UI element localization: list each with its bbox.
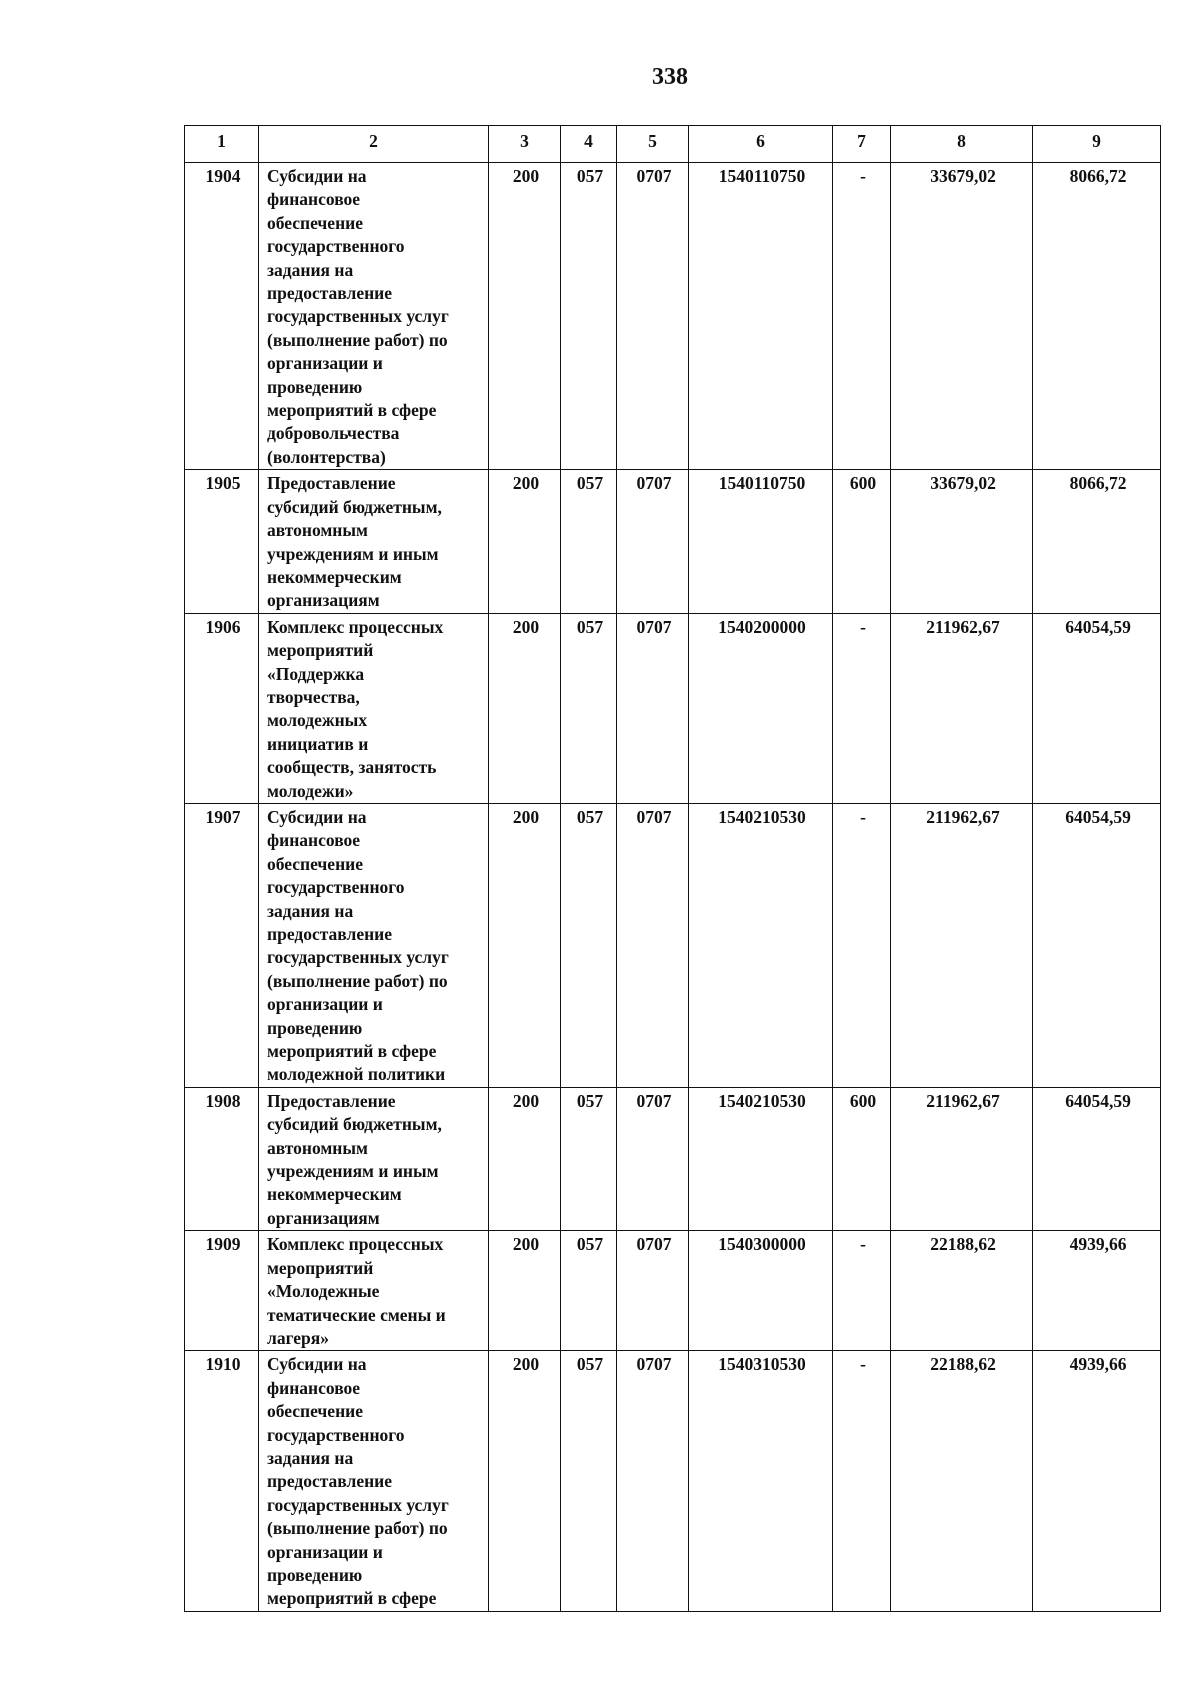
- row-name-line: государственного: [267, 1424, 405, 1445]
- row-number-cell: 1910: [185, 1351, 259, 1611]
- row-name-line: некоммерческим: [267, 1184, 402, 1205]
- col5-cell: 0707: [617, 803, 689, 1087]
- header-row: [185, 126, 1161, 163]
- row-name-line: инициатив и: [267, 733, 369, 754]
- row-name-line: (выполнение работ) по: [267, 970, 448, 991]
- row-name-line: Субсидии на: [267, 806, 367, 827]
- row-name-cell: [259, 1351, 489, 1611]
- col9-cell: 64054,59: [1033, 1087, 1161, 1230]
- row-name-line: тематические смены и: [267, 1304, 446, 1325]
- row-name-cell: [259, 470, 489, 613]
- row-name-line: финансовое: [267, 189, 361, 210]
- col7-cell: 600: [833, 1087, 891, 1230]
- row-name-line: мероприятий: [267, 640, 374, 661]
- table-header: [185, 126, 1161, 163]
- col3-cell: 200: [489, 803, 561, 1087]
- row-name-line: финансовое: [267, 1377, 361, 1398]
- row-name-line: проведению: [267, 376, 363, 397]
- col5-cell: 0707: [617, 1351, 689, 1611]
- row-name-line: сообществ, занятость: [267, 757, 437, 778]
- col6-cell: 1540310530: [689, 1351, 833, 1611]
- row-number-cell: 1904: [185, 163, 259, 470]
- row-name-line: государственных услуг: [267, 947, 449, 968]
- table-body: [185, 163, 1161, 1612]
- col4-cell: 057: [561, 1231, 617, 1351]
- row-name-line: «Молодежные: [267, 1281, 380, 1302]
- row-name-line: учреждениям и иным: [267, 543, 439, 564]
- col8-cell: 22188,62: [891, 1231, 1033, 1351]
- row-name-line: задания на: [267, 1447, 354, 1468]
- col8-cell: 211962,67: [891, 1087, 1033, 1230]
- row-name-line: субсидий бюджетным,: [267, 496, 442, 517]
- col4-cell: 057: [561, 803, 617, 1087]
- row-name-line: организации и: [267, 1541, 383, 1562]
- col6-cell: 1540110750: [689, 470, 833, 613]
- col8-cell: 211962,67: [891, 613, 1033, 803]
- row-name-line: молодежных: [267, 710, 368, 731]
- row-name-line: мероприятий: [267, 1257, 374, 1278]
- row-name-line: государственного: [267, 877, 405, 898]
- row-name-line: (выполнение работ) по: [267, 329, 448, 350]
- row-name-cell: [259, 1231, 489, 1351]
- col6-cell: 1540210530: [689, 803, 833, 1087]
- row-name-line: лагеря»: [267, 1327, 330, 1348]
- row-number-cell: 1905: [185, 470, 259, 613]
- col8-cell: 33679,02: [891, 470, 1033, 613]
- row-name-cell: [259, 1087, 489, 1230]
- col4-cell: 057: [561, 470, 617, 613]
- row-name-line: автономным: [267, 520, 368, 541]
- col6-cell: 1540210530: [689, 1087, 833, 1230]
- row-name-line: задания на: [267, 259, 354, 280]
- row-name-line: некоммерческим: [267, 566, 402, 587]
- header-cell-5: 5: [617, 126, 689, 163]
- row-name-line: предоставление: [267, 283, 393, 304]
- col9-cell: 64054,59: [1033, 613, 1161, 803]
- col7-cell: -: [833, 613, 891, 803]
- table-row: [185, 1231, 1161, 1351]
- header-cell-8: 8: [891, 126, 1033, 163]
- col4-cell: 057: [561, 613, 617, 803]
- col9-cell: 4939,66: [1033, 1231, 1161, 1351]
- col3-cell: 200: [489, 470, 561, 613]
- budget-table: [184, 125, 1161, 1612]
- row-name-line: «Поддержка: [267, 663, 365, 684]
- col7-cell: 600: [833, 470, 891, 613]
- col4-cell: 057: [561, 1351, 617, 1611]
- table-row: [185, 803, 1161, 1087]
- row-name-line: обеспечение: [267, 212, 364, 233]
- row-name-line: (выполнение работ) по: [267, 1518, 448, 1539]
- row-name-line: проведению: [267, 1017, 363, 1038]
- row-name-line: обеспечение: [267, 1401, 364, 1422]
- col4-cell: 057: [561, 163, 617, 470]
- table-row: [185, 1087, 1161, 1230]
- col5-cell: 0707: [617, 1087, 689, 1230]
- table-row: [185, 163, 1161, 470]
- header-cell-3: 3: [489, 126, 561, 163]
- col9-cell: 8066,72: [1033, 163, 1161, 470]
- header-cell-4: 4: [561, 126, 617, 163]
- row-name-line: Комплекс процессных: [267, 1234, 444, 1255]
- col9-cell: 64054,59: [1033, 803, 1161, 1087]
- row-name-line: Предоставление: [267, 1090, 396, 1111]
- col5-cell: 0707: [617, 1231, 689, 1351]
- row-name-line: творчества,: [267, 686, 360, 707]
- col7-cell: -: [833, 1231, 891, 1351]
- col6-cell: 1540200000: [689, 613, 833, 803]
- col6-cell: 1540110750: [689, 163, 833, 470]
- row-name-line: организациям: [267, 590, 380, 611]
- row-name-line: мероприятий в сфере: [267, 1588, 437, 1609]
- col5-cell: 0707: [617, 613, 689, 803]
- col8-cell: 211962,67: [891, 803, 1033, 1087]
- row-name-line: учреждениям и иным: [267, 1161, 439, 1182]
- header-cell-7: 7: [833, 126, 891, 163]
- row-name-line: организации и: [267, 353, 383, 374]
- col3-cell: 200: [489, 1087, 561, 1230]
- row-name-line: финансовое: [267, 830, 361, 851]
- header-cell-1: 1: [185, 126, 259, 163]
- row-name-line: молодежной политики: [267, 1064, 446, 1085]
- row-name-cell: [259, 163, 489, 470]
- col3-cell: 200: [489, 613, 561, 803]
- col3-cell: 200: [489, 163, 561, 470]
- row-name-cell: [259, 613, 489, 803]
- col8-cell: 22188,62: [891, 1351, 1033, 1611]
- col3-cell: 200: [489, 1231, 561, 1351]
- col6-cell: 1540300000: [689, 1231, 833, 1351]
- row-name-cell: [259, 803, 489, 1087]
- row-name-line: Субсидии на: [267, 1354, 367, 1375]
- col3-cell: 200: [489, 1351, 561, 1611]
- row-name-line: автономным: [267, 1137, 368, 1158]
- col9-cell: 4939,66: [1033, 1351, 1161, 1611]
- row-name-line: задания на: [267, 900, 354, 921]
- col7-cell: -: [833, 163, 891, 470]
- header-cell-6: 6: [689, 126, 833, 163]
- col8-cell: 33679,02: [891, 163, 1033, 470]
- page-number: 338: [652, 64, 688, 90]
- row-name-line: государственных услуг: [267, 306, 449, 327]
- col5-cell: 0707: [617, 163, 689, 470]
- col9-cell: 8066,72: [1033, 470, 1161, 613]
- row-name-line: государственных услуг: [267, 1494, 449, 1515]
- header-cell-9: 9: [1033, 126, 1161, 163]
- header-cell-2: 2: [259, 126, 489, 163]
- row-name-line: предоставление: [267, 924, 393, 944]
- row-name-line: (волонтерства): [267, 446, 386, 467]
- table-row: [185, 470, 1161, 613]
- table-row: [185, 613, 1161, 803]
- col5-cell: 0707: [617, 470, 689, 613]
- col4-cell: 057: [561, 1087, 617, 1230]
- col7-cell: -: [833, 1351, 891, 1611]
- row-number-cell: 1907: [185, 803, 259, 1087]
- row-name-line: организации и: [267, 994, 383, 1015]
- row-name-line: Предоставление: [267, 473, 396, 494]
- row-name-line: проведению: [267, 1564, 363, 1585]
- table-row: [185, 1351, 1161, 1611]
- row-name-line: мероприятий в сфере: [267, 400, 437, 421]
- row-number-cell: 1909: [185, 1231, 259, 1351]
- row-name-line: Комплекс процессных: [267, 616, 444, 637]
- row-number-cell: 1906: [185, 613, 259, 803]
- row-name-line: организациям: [267, 1207, 380, 1228]
- col7-cell: -: [833, 803, 891, 1087]
- row-name-line: предоставление: [267, 1471, 393, 1492]
- row-name-line: добровольчества: [267, 423, 400, 444]
- row-name-line: обеспечение: [267, 853, 364, 874]
- row-name-line: мероприятий в сфере: [267, 1041, 437, 1062]
- row-number-cell: 1908: [185, 1087, 259, 1230]
- row-name-line: молодежи»: [267, 780, 354, 801]
- row-name-line: государственного: [267, 236, 405, 257]
- row-name-line: Субсидии на: [267, 166, 367, 186]
- row-name-line: субсидий бюджетным,: [267, 1114, 442, 1135]
